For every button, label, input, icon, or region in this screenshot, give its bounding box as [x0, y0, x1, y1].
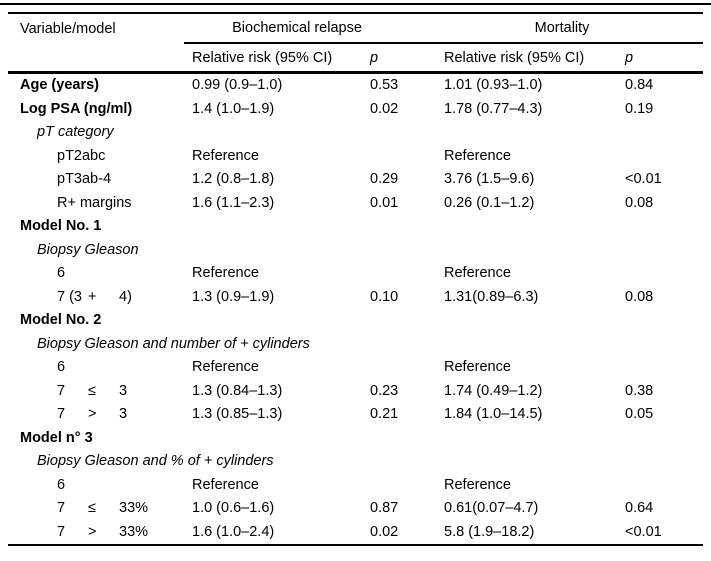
mort-rr-cell — [436, 239, 617, 263]
mort-rr-cell: Reference — [444, 359, 511, 375]
br-rr-cell — [184, 239, 362, 263]
variable-cell — [8, 521, 184, 546]
table-row — [8, 192, 703, 216]
br-p-cell: 0.23 — [370, 382, 399, 399]
group-header-mortality: Mortality — [436, 13, 703, 43]
br-rr-cell — [184, 121, 362, 145]
variable-cell: Age (years) — [20, 77, 99, 93]
table-row — [8, 450, 703, 474]
mort-p-cell — [617, 474, 703, 498]
br-p-cell — [362, 333, 436, 357]
mort-p-cell — [617, 121, 703, 145]
variable-cell: 6 — [57, 265, 66, 281]
br-p-cell: 0.02 — [370, 100, 399, 117]
mort-rr-cell: 1.31(0.89–6.3) — [444, 288, 539, 305]
br-rr-cell: 1.6 (1.1–2.3) — [192, 194, 275, 211]
br-rr-cell — [184, 309, 362, 333]
variable-part: 7 — [57, 523, 66, 540]
variable-part: 7 — [57, 500, 66, 516]
br-p-cell — [362, 450, 436, 474]
variable-cell: Model No. 2 — [20, 312, 102, 328]
page-top-rule — [0, 3, 711, 5]
br-rr-cell: 1.3 (0.9–1.9) — [192, 288, 275, 305]
subheader-empty — [8, 43, 184, 73]
variable-cell: Biopsy Gleason and number of + cylinders — [37, 335, 310, 352]
br-rr-cell: Reference — [192, 265, 259, 281]
mort-rr-cell: 1.84 (1.0–14.5) — [444, 406, 543, 422]
table-row — [8, 262, 703, 286]
mort-p-cell: 0.38 — [625, 382, 654, 399]
mort-p-cell: 0.08 — [625, 288, 654, 305]
table-row — [8, 286, 703, 310]
mort-p-cell: <0.01 — [625, 171, 662, 187]
mort-p-cell: 0.84 — [625, 77, 654, 93]
br-p-cell: 0.87 — [370, 500, 399, 516]
table-row — [8, 168, 703, 192]
mort-p-cell: 0.64 — [625, 500, 654, 516]
subheader-p-mortality: p — [617, 43, 703, 73]
br-p-cell — [362, 145, 436, 169]
variable-part: 3 — [119, 382, 128, 399]
mort-rr-cell: 1.74 (0.49–1.2) — [444, 382, 543, 399]
variable-part: 3 — [119, 406, 128, 422]
br-p-cell: 0.29 — [370, 171, 399, 187]
subheader-rr-biochemical: Relative risk (95% CI) — [184, 43, 362, 73]
variable-cell: 6 — [57, 476, 66, 493]
group-header-biochemical-relapse: Biochemical relapse — [184, 13, 436, 43]
variable-part: 7 — [57, 382, 66, 399]
variable-cell — [8, 497, 184, 521]
br-rr-cell — [184, 427, 362, 451]
variable-part: + — [88, 288, 97, 305]
br-p-cell — [362, 215, 436, 239]
br-p-cell: 0.02 — [370, 523, 399, 540]
variable-part: > — [88, 523, 97, 540]
subheader-p-biochemical: p — [362, 43, 436, 73]
variable-cell: pT category — [37, 124, 114, 140]
variable-part: 7 — [57, 406, 66, 422]
mort-p-cell: 0.19 — [625, 100, 654, 117]
table-group-header-row — [8, 13, 703, 43]
variable-cell: Log PSA (ng/ml) — [20, 100, 133, 117]
variable-cell: pT3ab-4 — [57, 171, 112, 187]
mort-rr-cell — [436, 121, 617, 145]
variable-part: ≤ — [88, 382, 96, 399]
mort-rr-cell: 1.78 (0.77–4.3) — [444, 100, 543, 117]
table-subheader-row — [8, 43, 703, 73]
br-rr-cell: 1.3 (0.84–1.3) — [192, 382, 283, 399]
br-p-cell: 0.10 — [370, 288, 399, 305]
mort-p-cell — [617, 239, 703, 263]
table-row — [8, 73, 703, 98]
mort-rr-cell: 5.8 (1.9–18.2) — [444, 523, 535, 540]
table-row — [8, 427, 703, 451]
br-p-cell — [362, 356, 436, 380]
variable-cell — [8, 286, 184, 310]
mort-rr-cell: 0.61(0.07–4.7) — [444, 500, 539, 516]
br-p-cell — [362, 474, 436, 498]
variable-part: 33% — [119, 523, 149, 540]
mort-rr-cell — [436, 427, 617, 451]
variable-cell: Biopsy Gleason and % of + cylinders — [37, 453, 274, 469]
br-p-cell: 0.53 — [370, 77, 399, 93]
variable-cell: Model n° 3 — [20, 429, 93, 446]
variable-cell: R+ margins — [57, 194, 132, 211]
variable-cell: pT2abc — [57, 147, 106, 164]
subheader-rr-mortality: Relative risk (95% CI) — [436, 43, 617, 73]
variable-part: > — [88, 406, 97, 422]
br-rr-cell: Reference — [192, 147, 259, 164]
br-p-cell — [362, 262, 436, 286]
variable-cell — [8, 380, 184, 404]
mort-p-cell — [617, 333, 703, 357]
variable-cell: Model No. 1 — [20, 218, 102, 234]
mort-p-cell — [617, 450, 703, 474]
mort-p-cell: 0.05 — [625, 406, 654, 422]
table-row — [8, 474, 703, 498]
table-row — [8, 215, 703, 239]
table-row — [8, 497, 703, 521]
variable-part: 7 (3 — [57, 288, 82, 305]
table-row — [8, 239, 703, 263]
mort-p-cell — [617, 215, 703, 239]
mort-rr-cell: Reference — [444, 147, 511, 164]
mort-rr-cell: 3.76 (1.5–9.6) — [444, 171, 535, 187]
table-row — [8, 380, 703, 404]
mort-p-cell — [617, 427, 703, 451]
variable-part: ≤ — [88, 500, 96, 516]
mort-p-cell — [617, 309, 703, 333]
table-row — [8, 356, 703, 380]
variable-cell: 6 — [57, 359, 66, 375]
br-rr-cell: 1.3 (0.85–1.3) — [192, 406, 283, 422]
br-rr-cell: 1.2 (0.8–1.8) — [192, 171, 275, 187]
table-row — [8, 98, 703, 122]
mort-rr-cell: 0.26 (0.1–1.2) — [444, 194, 535, 211]
br-p-cell: 0.01 — [370, 194, 399, 211]
br-rr-cell: 1.6 (1.0–2.4) — [192, 523, 275, 540]
br-rr-cell: Reference — [192, 359, 259, 375]
br-rr-cell: 1.0 (0.6–1.6) — [192, 500, 275, 516]
variable-cell: Biopsy Gleason — [37, 241, 139, 258]
risk-table — [8, 12, 703, 546]
mort-rr-cell — [436, 450, 617, 474]
mort-p-cell — [617, 145, 703, 169]
mort-rr-cell — [436, 215, 617, 239]
br-rr-cell: Reference — [192, 476, 259, 493]
variable-cell — [8, 403, 184, 427]
mort-rr-cell: Reference — [444, 265, 511, 281]
mort-p-cell — [617, 356, 703, 380]
mort-rr-cell — [436, 309, 617, 333]
table-row — [8, 121, 703, 145]
variable-part: 4) — [119, 288, 132, 305]
br-p-cell — [362, 427, 436, 451]
table-row — [8, 333, 703, 357]
table-row — [8, 521, 703, 546]
table-row — [8, 309, 703, 333]
br-rr-cell — [184, 215, 362, 239]
br-p-cell — [362, 239, 436, 263]
variable-part: 33% — [119, 500, 149, 516]
column-header-variable: Variable/model — [20, 20, 116, 37]
table-row — [8, 145, 703, 169]
table-row — [8, 403, 703, 427]
br-p-cell: 0.21 — [370, 406, 399, 422]
mort-p-cell — [617, 262, 703, 286]
mort-p-cell: 0.08 — [625, 194, 654, 211]
mort-rr-cell: Reference — [444, 476, 511, 493]
br-rr-cell: 0.99 (0.9–1.0) — [192, 77, 283, 93]
br-p-cell — [362, 121, 436, 145]
mort-rr-cell: 1.01 (0.93–1.0) — [444, 77, 543, 93]
br-p-cell — [362, 309, 436, 333]
mort-p-cell: <0.01 — [625, 523, 662, 540]
br-rr-cell: 1.4 (1.0–1.9) — [192, 100, 275, 117]
mort-rr-cell — [436, 333, 617, 357]
